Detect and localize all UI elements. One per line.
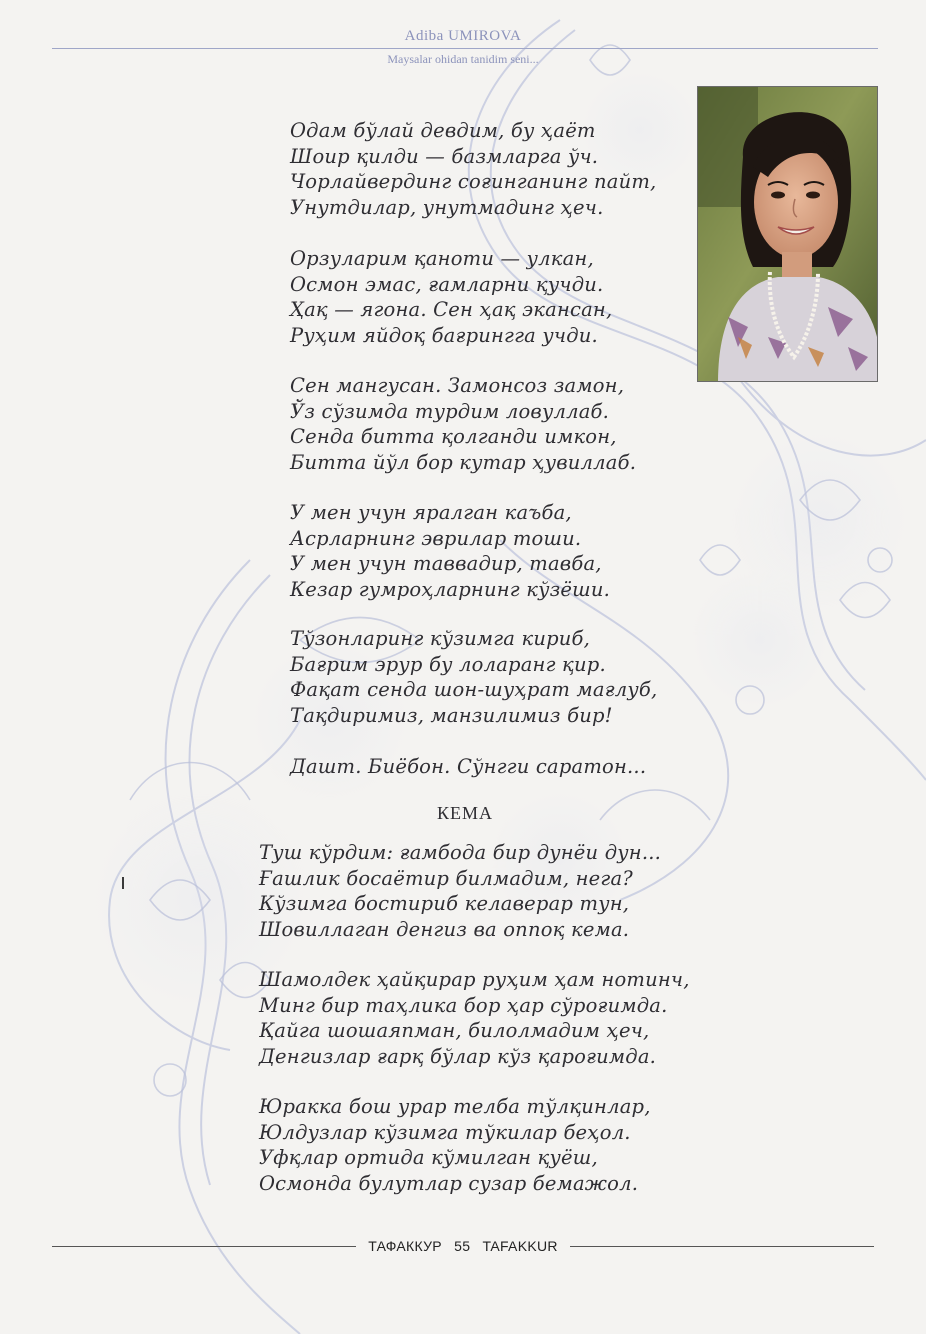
poem-line: Осмон эмас, ғамларни қучди. xyxy=(290,272,604,296)
poem-line: Бағрим эрур бу лоларанг қир. xyxy=(290,652,606,676)
poem-line: Сен мангусан. Замонсоз замон, xyxy=(290,374,625,397)
poem1-stanza xyxy=(290,246,612,348)
poem2-stanza xyxy=(259,1094,651,1196)
page-number: 55 xyxy=(454,1238,471,1254)
poem-line: Минг бир таҳлика бор ҳар сўроғимда. xyxy=(259,993,668,1017)
poem-line: Ҳақ — ягона. Сен ҳақ экансан, xyxy=(290,298,613,321)
poem-line: Фақат сенда шон-шуҳрат мағлуб, xyxy=(290,678,658,701)
poem1-stanza xyxy=(290,626,657,728)
author-photo xyxy=(697,86,878,382)
poem-line: Юлдузлар кўзимга тўкилар беҳол. xyxy=(259,1120,631,1144)
footer-rule-right xyxy=(570,1246,874,1247)
poem-line: Денгизлар ғарқ бўлар кўз қароғимда. xyxy=(259,1044,657,1068)
header-rule xyxy=(52,48,878,49)
poem-line: Чорлайвердинг соғинганинг пайт, xyxy=(290,170,657,193)
footer-journal-cyrillic: ТАФАККУР xyxy=(368,1238,442,1254)
poem-line: У мен учун таввадир, тавба, xyxy=(290,552,602,575)
header-subtitle: Maysalar ohidan tanidim seni... xyxy=(387,52,539,66)
header-author: Adiba UMIROVA xyxy=(404,28,522,44)
poem-line: Унутдилар, унутмадинг ҳеч. xyxy=(290,195,604,219)
poem-line: Битта йўл бор кутар ҳувиллаб. xyxy=(290,450,637,474)
poem1-stanza xyxy=(290,373,636,475)
poem-line: Сенда битта қолганди имкон, xyxy=(290,425,617,448)
poem-line: Юракка бош урар телба тўлқинлар, xyxy=(259,1095,651,1118)
poem-line: Орзуларим қаноти — улкан, xyxy=(290,247,594,270)
page-footer xyxy=(52,1235,874,1257)
footer-journal-latin: TAFAKKUR xyxy=(482,1238,558,1254)
poem-line: Асрларнинг эврилар тоши. xyxy=(290,526,582,550)
poem1-stanza xyxy=(290,754,646,780)
poem-line: Руҳим яйдоқ бағрингга учди. xyxy=(290,323,598,347)
poem-line: Кезар гумроҳларнинг кўзёши. xyxy=(290,577,610,601)
poem1-stanza xyxy=(290,118,656,220)
poem-line: Ғашлик босаётир билмадим, нега? xyxy=(259,866,633,890)
footer-mark xyxy=(356,1238,570,1254)
poem-line: Кўзимга бостириб келаверар тун, xyxy=(259,892,630,915)
poem-line: Ўз сўзимда турдим ловуллаб. xyxy=(290,399,610,423)
poem-line: Шоир қилди — базмларга ўч. xyxy=(290,144,599,168)
poem-line: Дашт. Биёбон. Сўнгги саратон... xyxy=(290,755,647,778)
poem-line: Туш кўрдим: ғамбода бир дунёи дун... xyxy=(259,841,662,864)
poem-line: Осмонда булутлар сузар бемажол. xyxy=(259,1171,639,1195)
poem-line: Тўзонларинг кўзимга кириб, xyxy=(290,627,591,650)
poem-line: Шовиллаган денгиз ва оппоқ кема. xyxy=(259,917,630,941)
print-speck xyxy=(122,877,124,889)
poem-line: У мен учун яралган каъба, xyxy=(290,501,572,524)
poem-line: Одам бўлай девдим, бу ҳаёт xyxy=(290,119,596,142)
poem2-stanza xyxy=(259,967,690,1069)
footer-rule-left xyxy=(52,1246,356,1247)
poem-line: Тақдиримиз, манзилимиз бир! xyxy=(290,703,613,727)
poem2-stanza xyxy=(259,840,661,942)
poem-line: Қайга шошаяпман, билолмадим ҳеч, xyxy=(259,1019,650,1042)
poem2-title: КЕМА xyxy=(436,803,493,823)
poem-line: Уфқлар ортида кўмилган қуёш, xyxy=(259,1146,598,1169)
poem-line: Шамолдек ҳайқирар руҳим ҳам нотинч, xyxy=(259,968,690,991)
poem1-stanza xyxy=(290,500,610,602)
